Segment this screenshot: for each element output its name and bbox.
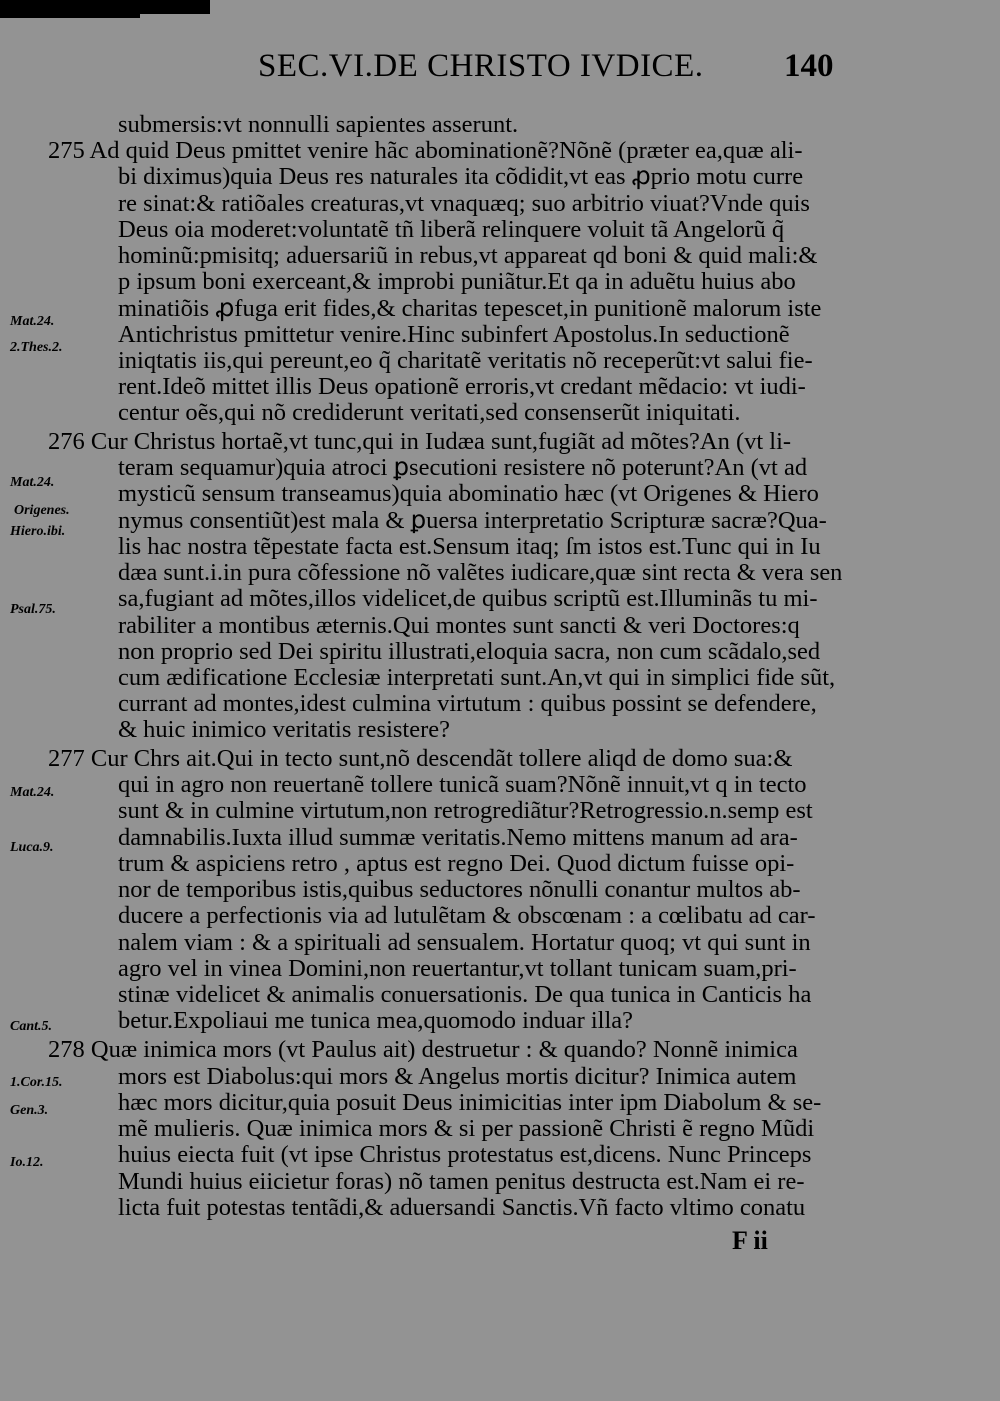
text-line: nor de temporibus istis,quibus seductores nõnulli conantur multos ab- — [118, 876, 801, 903]
text-line: nalem viam : & a spirituali ad sensualem. Hortatur quoq; vt qui sunt in — [118, 929, 811, 956]
text-line: mors est Diabolus:qui mors & Angelus mortis dicitur? Inimica autem — [118, 1063, 797, 1090]
text-line: mysticũ sensum transeamus)quia abominatio hæc (vt Origenes & Hiero — [118, 480, 819, 507]
text-line: damnabilis.Iuxta illud summæ veritatis.Nemo mittens manum ad ara- — [118, 824, 798, 851]
text-line: Deus oia moderet:voluntatẽ tñ liberã relinquere voluit tã Angelorũ q̃ — [118, 216, 785, 243]
text-line: bi diximus)quia Deus res naturales ita cõdidit,vt eas ꝓprio motu curre — [118, 163, 804, 190]
text-line: stinæ videlicet & animalis conuersationis. De qua tunica in Canticis ha — [118, 981, 812, 1008]
text-line: mẽ mulieris. Quæ inimica mors & si per passionẽ Christi ẽ regno Mũdi — [118, 1115, 815, 1142]
text-line: hæc mors dicitur,quia posuit Deus inimicitias inter ipm Diabolum & se- — [118, 1089, 822, 1116]
margin-reference: 2.Thes.2. — [10, 340, 63, 355]
signature-mark: F ii — [732, 1226, 768, 1255]
text-line: currant ad montes,idest culmina virtutum : quibus possint se defendere, — [118, 690, 817, 717]
text-line: hominũ:pmisitq; aduersariũ in rebus,vt appareat qd boni & quid mali:& — [118, 242, 818, 269]
text-line: submersis:vt nonnulli sapientes asserunt. — [118, 111, 519, 138]
text-line: 277 Cur Chrs ait.Qui in tecto sunt,nõ descendãt tollere aliqd de domo sua:& — [48, 745, 793, 772]
margin-reference: Psal.75. — [10, 602, 56, 617]
margin-reference: Mat.24. — [10, 475, 55, 490]
margin-reference: Mat.24. — [10, 314, 55, 329]
text-line: rent.Ideõ mittet illis Deus opationẽ erroris,vt credant mẽdacio: vt iudi- — [118, 373, 806, 400]
text-line: betur.Expoliaui me tunica mea,quomodo induar illa? — [118, 1007, 634, 1034]
text-line: minatiõis ꝓfuga erit fides,& charitas tepescet,in punitionẽ malorum iste — [118, 295, 822, 322]
text-line: iniqtatis iis,qui pereunt,eo q̃ charitatẽ veritatis nõ receperũt:vt salui fie- — [118, 347, 813, 374]
text-line: & huic inimico veritatis resistere? — [118, 716, 451, 743]
text-line: cum ædificatione Ecclesiæ interpretati sunt.An,vt qui in simplici fide sũt, — [118, 664, 836, 691]
margin-reference: 1.Cor.15. — [10, 1075, 63, 1090]
text-line: centur oẽs,qui nõ crediderunt veritati,sed consenserũt iniquitati. — [118, 399, 741, 426]
margin-reference: Origenes. — [14, 503, 70, 518]
text-line: 276 Cur Christus hortaẽ,vt tunc,qui in Iudæa sunt,fugiãt ad mõtes?An (vt li- — [48, 428, 792, 455]
text-line: rabiliter a montibus æternis.Qui montes sunt sancti & veri Doctores:q — [118, 612, 800, 639]
text-line: Mundi huius eiicietur foras) nõ tamen penitus destructa est.Nam ei re- — [118, 1168, 805, 1195]
text-line: 278 Quæ inimica mors (vt Paulus ait) destruetur : & quando? Nonnẽ inimica — [48, 1036, 798, 1063]
text-line: nymus consentiũt)est mala & ꝑuersa interpretatio Scripturæ sacræ?Qua- — [118, 507, 827, 534]
text-line: sunt & in culmine virtutum,non retrogrediãtur?Retrogressio.n.semp est — [118, 797, 813, 824]
margin-reference: Mat.24. — [10, 785, 55, 800]
margin-reference: Hiero.ibi. — [10, 524, 66, 539]
text-line: p ipsum boni exerceant,& improbi puniãtur.Et qa in aduẽtu huius abo — [118, 268, 796, 295]
text-line: Antichristus pmittetur venire.Hinc subinfert Apostolus.In seductionẽ — [118, 321, 790, 348]
folio-number: 140 — [784, 48, 834, 84]
text-line: licta fuit potestas tentãdi,& aduersandi Sanctis.Vñ facto vltimo conatu — [118, 1194, 806, 1221]
text-line: huius eiecta fuit (vt ipse Christus protestatus est,dicens. Nunc Princeps — [118, 1141, 812, 1168]
text-line: qui in agro non reuertanẽ tollere tunicã suam?Nõnẽ innuit,vt q in tecto — [118, 771, 807, 798]
text-line: ducere a perfectionis via ad lutulẽtam & obscœnam : a cœlibatu ad car- — [118, 902, 816, 929]
text-line: teram sequamur)quia atroci ꝑsecutioni resistere nõ poterunt?An (vt ad — [118, 454, 808, 481]
text-line: 275 Ad quid Deus pmittet venire hãc abominationẽ?Nõnẽ (præter ea,quæ ali- — [48, 137, 803, 164]
margin-reference: Gen.3. — [10, 1103, 49, 1118]
margin-reference: Cant.5. — [10, 1019, 53, 1034]
text-line: agro vel in vinea Domini,non reuertantur,vt tollant tunicam suam,pri- — [118, 955, 797, 982]
text-line: re sinat:& ratiõales creaturas,vt vnaquæq; suo arbitrio viuat?Vnde quis — [118, 190, 810, 217]
text-line: lis hac nostra tẽpestate facta est.Sensum itaq; ſm istos est.Tunc qui in Iu — [118, 533, 821, 560]
text-line: trum & aspiciens retro , aptus est regno Dei. Quod dictum fuisse opi- — [118, 850, 795, 877]
running-head: SEC.VI.DE CHRISTO IVDICE. — [258, 48, 704, 84]
text-line: dæa sunt.i.in pura cõfessione nõ valẽtes iudicare,quæ sint recta & vera sen — [118, 559, 843, 586]
text-line: sa,fugiant ad mõtes,illos videlicet,de quibus scriptũ est.Illuminãs tu mi- — [118, 585, 818, 612]
margin-reference: Io.12. — [10, 1155, 44, 1170]
margin-reference: Luca.9. — [10, 840, 54, 855]
text-line: non proprio sed Dei spiritu illustrati,eloquia sacra, non cum scãdalo,sed — [118, 638, 821, 665]
